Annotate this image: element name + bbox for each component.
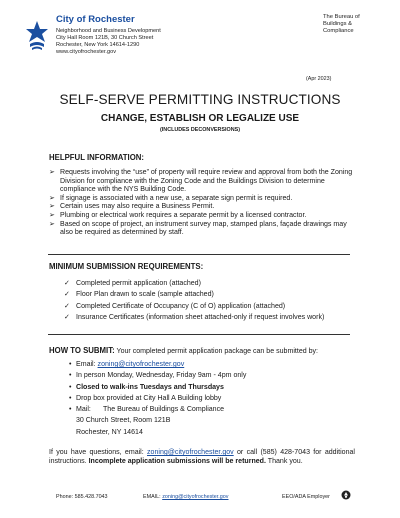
- list-item: • Closed to walk-ins Tuesdays and Thursdays: [69, 382, 369, 393]
- submission-methods: [69, 359, 369, 438]
- department-address: Neighborhood and Business Development City Hall Room 121B, 30 Church Street Rochester, New York 14614-1290 www.cityofrochester.gov: [56, 28, 161, 55]
- howto-heading: [49, 346, 318, 355]
- footer-phone: Phone: 585.428.7043: [56, 494, 108, 500]
- list-item: ➢ Certain uses may also require a Business Permit.: [49, 203, 215, 211]
- bullet-icon: •: [69, 372, 72, 380]
- recycle-seal-icon: [341, 490, 351, 500]
- submit-email-link[interactable]: zoning@cityofrochester.gov: [97, 361, 185, 368]
- mail-address-line: 30 Church Street, Room 121B: [76, 417, 171, 425]
- bullet-icon: •: [69, 383, 72, 391]
- arrow-bullet-icon: ➢: [49, 169, 55, 176]
- list-item: • Drop box provided at City Hall A Building lobby: [69, 393, 369, 404]
- divider: [48, 334, 350, 335]
- howto-intro: Your completed permit application package can be submitted by:: [114, 348, 319, 355]
- page-title: SELF-SERVE PERMITTING INSTRUCTIONS: [59, 92, 341, 107]
- bullet-icon: •: [69, 361, 72, 368]
- bureau-name: The Bureau of Buildings & Compliance: [323, 14, 360, 35]
- footer-eeo: EEO/ADA Employer: [282, 494, 330, 500]
- list-item: ✓ Insurance Certificates (information sheet attached-only if request involves work): [64, 312, 364, 323]
- bullet-icon: •: [69, 406, 72, 414]
- arrow-bullet-icon: ➢: [49, 211, 55, 219]
- requirements-list: [64, 278, 364, 324]
- helpful-heading: HELPFUL INFORMATION:: [49, 153, 144, 162]
- checkmark-icon: ✓: [64, 302, 70, 310]
- bullet-icon: •: [69, 394, 72, 402]
- list-item: ➢ Requests involving the “use” of property will require review and approval from both the Zoning Division for compliance with the Zoning Code and the Buildings Division to determine compliance with the NYS Building Code.: [49, 169, 353, 194]
- list-item: • Email: zoning@cityofrochester.gov: [69, 359, 369, 370]
- howto-label: HOW TO SUBMIT:: [49, 346, 115, 355]
- list-item: [69, 404, 369, 415]
- minimum-heading: MINIMUM SUBMISSION REQUIREMENTS:: [49, 262, 204, 271]
- page-subtitle: CHANGE, ESTABLISH OR LEGALIZE USE: [100, 113, 300, 124]
- checkmark-icon: ✓: [64, 291, 70, 299]
- divider: [48, 254, 350, 255]
- city-name: City of Rochester: [56, 14, 135, 25]
- arrow-bullet-icon: ➢: [49, 194, 55, 202]
- mail-address-line: Rochester, NY 14614: [76, 428, 143, 436]
- checkmark-icon: ✓: [64, 314, 70, 322]
- arrow-bullet-icon: ➢: [49, 203, 55, 211]
- arrow-bullet-icon: ➢: [49, 220, 55, 228]
- footer-email: EMAIL: zoning@cityofrochester.gov: [143, 494, 229, 500]
- questions-email-link[interactable]: zoning@cityofrochester.gov: [147, 449, 234, 456]
- list-item: ✓ Completed permit application (attached): [64, 278, 364, 289]
- list-item: ✓ Floor Plan drawn to scale (sample attached): [64, 289, 364, 300]
- list-item: ➢ Based on scope of project, an instrument survey map, stamped plans, façade drawings may also be required as determined by staff.: [49, 220, 347, 237]
- footer-email-link[interactable]: zoning@cityofrochester.gov: [162, 494, 229, 500]
- mail-label: Mail:: [76, 406, 91, 414]
- city-logo: [24, 20, 50, 52]
- checkmark-icon: ✓: [64, 280, 70, 287]
- revision-date: (Apr 2023): [306, 76, 332, 82]
- list-item: ➢ If signage is associated with a new use, a separate sign permit is required.: [49, 194, 293, 202]
- list-item: • In person Monday, Wednesday, Friday 9am - 4pm only: [69, 370, 369, 381]
- list-item: ➢ Plumbing or electrical work requires a separate permit by a licensed contractor.: [49, 211, 307, 219]
- page-subsubtitle: (INCLUDES DECONVERSIONS): [160, 127, 240, 133]
- mail-address-line: The Bureau of Buildings & Compliance: [103, 406, 225, 414]
- questions-paragraph: If you have questions, email: zoning@cityofrochester.gov or call (585) 428-7043 for additional instructions. Incomplete application submissions will be returned. Thank you.: [49, 449, 355, 466]
- helpful-list: [49, 169, 359, 238]
- list-item: ✓ Completed Certificate of Occupancy (C of O) application (attached): [64, 301, 364, 312]
